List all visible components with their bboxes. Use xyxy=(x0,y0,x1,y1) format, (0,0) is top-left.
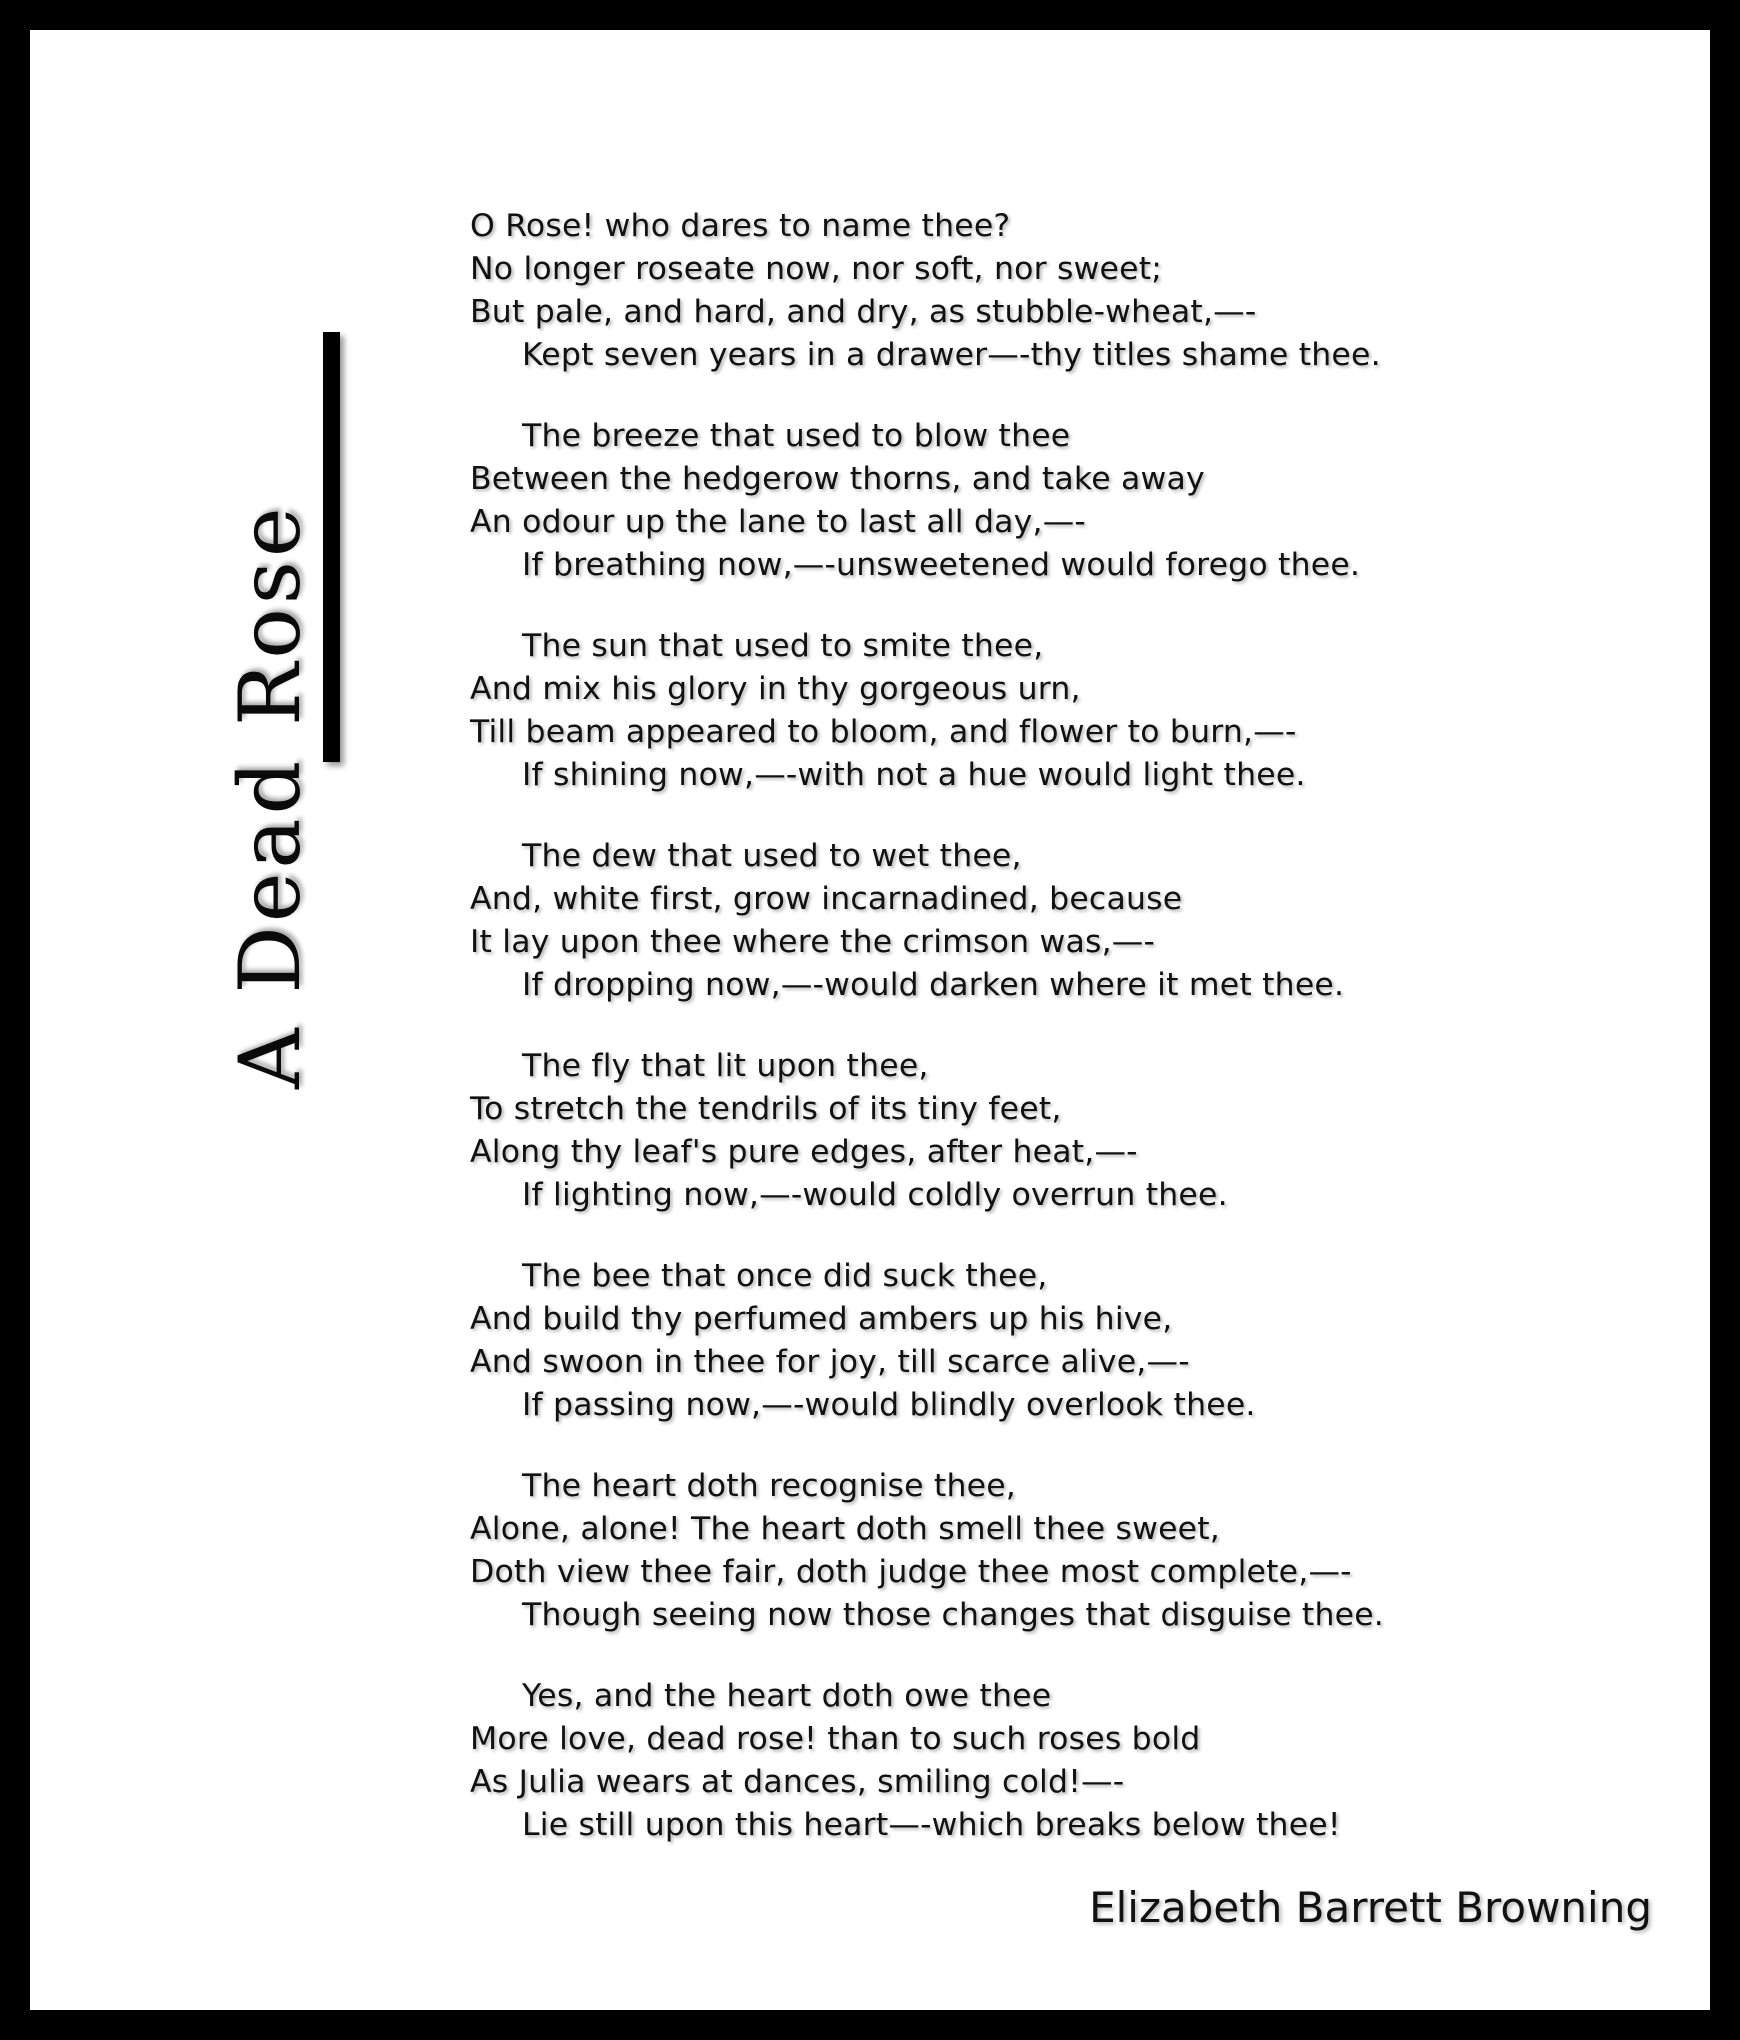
poem-stanza xyxy=(470,625,1590,797)
poem-line: Lie still upon this heart—-which breaks below thee! xyxy=(522,1807,1341,1843)
poem-line: The heart doth recognise thee, xyxy=(522,1468,1016,1504)
poem-page xyxy=(30,30,1710,2010)
title-rule-divider xyxy=(323,332,340,762)
poem-line: The dew that used to wet thee, xyxy=(522,838,1022,874)
poem-line: Yes, and the heart doth owe thee xyxy=(522,1678,1052,1714)
poem-line: If passing now,—-would blindly overlook thee. xyxy=(522,1387,1256,1423)
poem-line: Till beam appeared to bloom, and flower to burn,—- xyxy=(470,714,1297,750)
poem-line: If dropping now,—-would darken where it met thee. xyxy=(522,967,1345,1003)
poem-line: And, white first, grow incarnadined, because xyxy=(470,881,1183,917)
poem-line: An odour up the lane to last all day,—- xyxy=(470,504,1086,540)
page-title: A Dead Rose xyxy=(221,503,319,1089)
poem-line: The sun that used to smite thee, xyxy=(522,628,1044,664)
poem-line: And build thy perfumed ambers up his hive, xyxy=(470,1301,1173,1337)
poem-line: If breathing now,—-unsweetened would forego thee. xyxy=(522,547,1361,583)
poem-line: Doth view thee fair, doth judge thee most complete,—- xyxy=(470,1554,1352,1590)
poem-line: If lighting now,—-would coldly overrun thee. xyxy=(522,1177,1228,1213)
poem-line: The bee that once did suck thee, xyxy=(522,1258,1048,1294)
poem-line: To stretch the tendrils of its tiny feet, xyxy=(470,1091,1062,1127)
poem-stanza xyxy=(470,835,1590,1007)
poem-stanza xyxy=(470,1675,1590,1847)
poem-stanza xyxy=(470,205,1590,377)
poem-line: As Julia wears at dances, smiling cold!—- xyxy=(470,1764,1125,1800)
poem-line: Along thy leaf's pure edges, after heat,—- xyxy=(470,1134,1138,1170)
poem-line: If shining now,—-with not a hue would light thee. xyxy=(522,757,1306,793)
poem-line: And mix his glory in thy gorgeous urn, xyxy=(470,671,1081,707)
poem-stanza xyxy=(470,1255,1590,1427)
poem-line: No longer roseate now, nor soft, nor sweet; xyxy=(470,251,1163,287)
poem-line: Between the hedgerow thorns, and take away xyxy=(470,461,1205,497)
poem-stanza xyxy=(470,415,1590,587)
poem-stanza xyxy=(470,1045,1590,1217)
poem-line: But pale, and hard, and dry, as stubble-wheat,—- xyxy=(470,294,1257,330)
poem-line: O Rose! who dares to name thee? xyxy=(470,208,1011,244)
poem-line: Though seeing now those changes that disguise thee. xyxy=(522,1597,1385,1633)
poem-line: More love, dead rose! than to such roses bold xyxy=(470,1721,1201,1757)
author-attribution: Elizabeth Barrett Browning xyxy=(1089,1883,1652,1932)
poem-line: It lay upon thee where the crimson was,—- xyxy=(470,924,1156,960)
poem-line: Alone, alone! The heart doth smell thee sweet, xyxy=(470,1511,1220,1547)
poem-line: The fly that lit upon thee, xyxy=(522,1048,929,1084)
poem-stanza xyxy=(470,1465,1590,1637)
poem-line: And swoon in thee for joy, till scarce alive,—- xyxy=(470,1344,1190,1380)
poem-line: Kept seven years in a drawer—-thy titles shame thee. xyxy=(522,337,1381,373)
poem-body xyxy=(470,205,1590,1885)
title-block xyxy=(150,260,410,1260)
poem-line: The breeze that used to blow thee xyxy=(522,418,1071,454)
